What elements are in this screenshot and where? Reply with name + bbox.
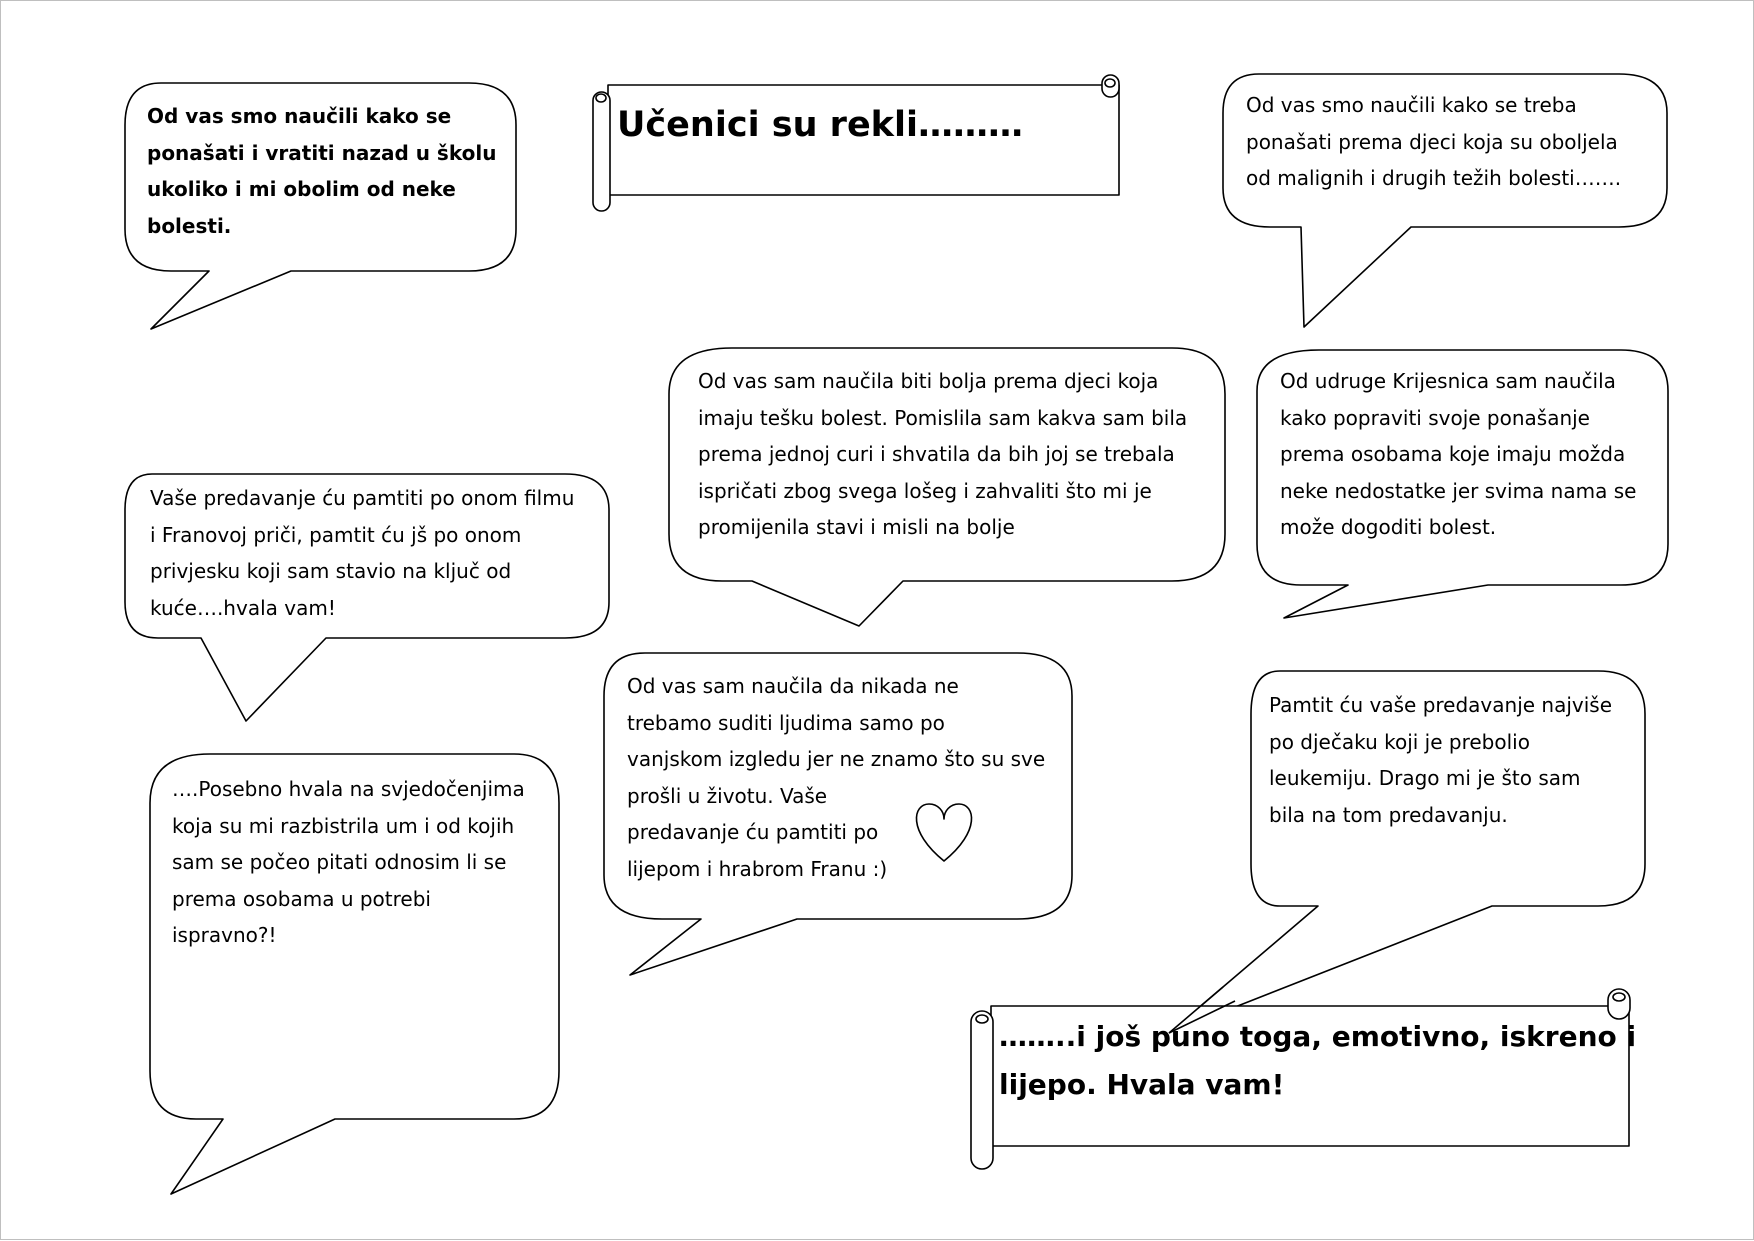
bubble-4-text: Od udruge Krijesnica sam naučila kako popraviti svoje ponašanje prema osobama koje imaju možda neke nedostatke jer svima nama se može dogoditi bolest. <box>1280 369 1637 539</box>
page-title: Učenici su rekli……… <box>617 105 1023 145</box>
bubble-5-text: Vaše predavanje ću pamtiti po onom filmu i Franovoj priči, pamtit ću jš po onom privjesku koji sam stavio na ključ od kuće….hvala vam! <box>150 486 575 620</box>
bubble-2-text: Od vas smo naučili kako se treba ponašati prema djeci koja su oboljela od malignih i drugih težih bolesti……. <box>1246 93 1622 190</box>
bubble-8-text: ….Posebno hvala na svjedočenjima koja su mi razbistrila um i od kojih sam se počeo pitati odnosim li se prema osobama u potrebi ispravno?! <box>172 777 525 947</box>
bubble-3-text: Od vas sam naučila biti bolja prema djeci koja imaju tešku bolest. Pomislila sam kakva sam bila prema jednoj curi i shvatila da bih joj se trebala ispričati zbog svega lošeg i zahvaliti što mi je promijenila stavi i misli na bolje <box>698 369 1188 539</box>
bubble-7-text: Pamtit ću vaše predavanje najviše po dječaku koji je prebolio leukemiju. Drago mi je što sam bila na tom predavanju. <box>1269 693 1613 827</box>
bubble-7-tail-overlay <box>1 1 1754 1241</box>
bubble-1-text: Od vas smo naučili kako se ponašati i vratiti nazad u školu ukoliko i mi obolim od neke bolesti. <box>147 104 497 238</box>
bubble-6-text: Od vas sam naučila da nikada ne trebamo suditi ljudima samo po vanjskom izgledu jer ne znamo što su sve prošli u životu. Vaše predavanje ću pamtiti po lijepom i hrabrom Franu :) <box>627 674 1046 881</box>
closing-text: ……..i još puno toga, emotivno, iskreno i lijepo. Hvala vam! <box>999 1020 1637 1101</box>
